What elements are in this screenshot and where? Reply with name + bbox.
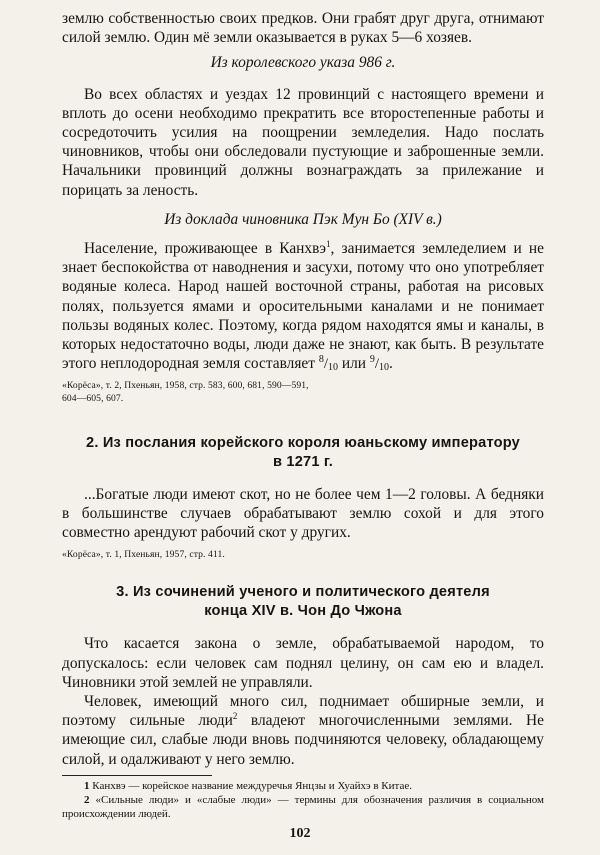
page-number: 102 [289,826,311,841]
paragraph-strong-people [62,692,544,769]
section-3-heading-line2: конца XIV в. Чон До Чжона [204,603,402,620]
footnote-2: 2 «Сильные люди» и «слабые люди» — термины для обозначения различия в социальном происхождении людей. [62,793,545,820]
strong-text-a: Человек, имеющий много сил, поднимает обширные земли, и поэтому сильные люди [62,693,544,730]
footnote-1: 1 Канхвэ — корейское название междуречья Янцзы и Хуайхэ в Китае. [84,779,412,792]
section-3-heading-line1: 3. Из сочинений ученого и политического деятеля [116,584,490,601]
fraction-eight-tenths: $^8/_{10}$ [318,354,338,374]
document-page [62,0,544,821]
report-text-b: , занимается земледелием и не знает беспокойства от наводнения и засухи, потому что оно употребляет водяные колеса. Народ нашей восточной страны, работая на рисовых полях, пользуется ямами и оросительными каналами и не понимает пользы водяных колес. Поэтому, когда рядом находятся ямы и каналы, в которых недостаточно воды, люди даже не знают, как быть. В результате этого неплодородная земля составляет [62,240,544,373]
word-or: или [341,355,366,373]
paragraph-report: Население, проживающее в Канхвэ$^1$, занимается земледелием и не знает беспокойства от наводнения и засухи, потому что оно употребляет водяные колеса. Народ нашей восточной страны, работая на рисовых полях, пользуется ямами и оросительными каналами и не понимает пользы водяных колес. Поэтому, когда рядом находятся ямы и каналы, в которых недостаточно воды, люди даже не знают, как быть. В результате этого неплодородная земля составляет $^8/_{10}$ или $^9/_{10}$. [62,239,544,374]
fraction-nine-tenths: $^9/_{10}$ [369,354,390,374]
section-2-heading-line2: в 1271 г. [272,454,334,471]
source-caption-report: Из доклада чиновника Пэк Мун Бо (XIV в.) [164,210,442,228]
paragraph-letter: ...Богатые люди имеют скот, но не более чем 1—2 головы. А бедняки в большинстве случаев обрабатывают землю сохой и для этого совместно арендуют рабочий скот у других. [62,486,544,542]
section-2-heading [62,434,544,472]
footnote-divider [62,775,212,776]
source-caption-decree: Из королевского указа 986 г. [210,54,396,72]
paragraph-continued: землю собственностью своих предков. Они грабят друг друга, отнимают силой землю. Один мё земли оказывается в руках 5—6 хозяев. [62,10,544,47]
footnote-ref-1: 1 [326,239,331,250]
paragraph-decree: Во всех областях и уездах 12 провинций с настоящего времени и вплоть до осени необходимо прекратить все второстепенные работы и сосредоточить усилия на поощрении земледелия. Надо послать чиновников, чтобы они обследовали пустующие и заброшенные земли. Начальники провинций должны вознаграждать за прилежание и порицать за леность. [62,85,544,199]
strong-text-b: владеют многочисленными землями. Не имеющие сил, слабые люди вновь подчиняются человеку, обладающему силой, и одалживают у него землю. [62,712,544,768]
paragraph-land-law: Что касается закона о земле, обрабатываемой народом, то допускалось: если человек сам поднял целину, он сам ею и владел. Чиновники этой землей не управляли. [62,635,544,691]
footnote-ref-2: 2 [232,711,238,722]
source-citation-2: «Корёса», т. 1, Пхеньян, 1957, стр. 411. [62,548,225,560]
source-citation-1: «Корёса», т. 2, Пхеньян, 1958, стр. 583, 600, 681, 590—591, 604—605, 607. [62,380,309,405]
section-3-heading [62,583,544,621]
section-2-heading-line1: 2. Из послания корейского короля юаньскому императору [86,435,520,452]
report-text-a: Население, проживающее в Канхвэ [84,240,326,258]
